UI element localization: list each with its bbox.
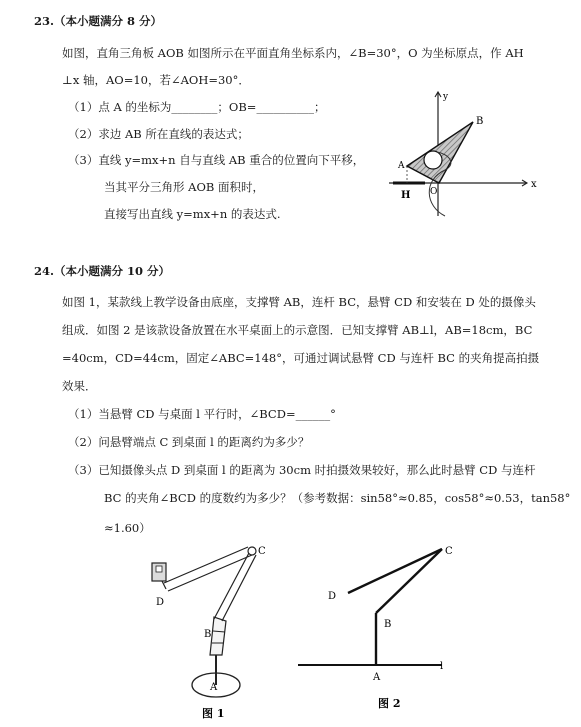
- label-o: O: [430, 187, 438, 197]
- q23-part3-line3: 直接写出直线 y=mx+n 的表达式.: [104, 207, 281, 221]
- fig1-caption: 图 1: [202, 707, 225, 720]
- q23-intro-line1: 如图，直角三角板 AOB 如图所示在平面直角坐标系内，∠B=30°，O 为坐标原点，作 AH: [62, 46, 524, 60]
- label-b: B: [476, 116, 484, 127]
- fig1-label-d: D: [156, 597, 165, 608]
- label-x: x: [531, 179, 537, 190]
- fig2-label-c: C: [445, 546, 453, 557]
- q24-header: 24.（本小题满分 10 分）: [34, 264, 171, 278]
- label-a: A: [398, 161, 405, 171]
- segment-cd: [348, 549, 442, 593]
- q23-part3-line1: （3）直线 y=mx+n 自与直线 AB 重合的位置向下平移，: [68, 153, 365, 167]
- q24-line1: 如图 1，某款线上教学设备由底座，支撑臂 AB，连杆 BC，悬臂 CD 和安装在 D 处的摄像头: [62, 295, 536, 309]
- q24-line2: 组成．如图 2 是该款设备放置在水平桌面上的示意图．已知支撑臂 AB⊥l，AB=18cm，BC: [62, 323, 533, 337]
- q23-part1: （1）点 A 的坐标为________；OB=__________；: [68, 100, 326, 114]
- segment-bc: [376, 549, 442, 613]
- q24-part2: （2）问悬臂端点 C 到桌面 l 的距离约为多少？: [68, 435, 310, 449]
- q24-part1: （1）当悬臂 CD 与桌面 l 平行时，∠BCD=______°: [68, 407, 336, 421]
- q24-part3-line1: （3）已知摄像头点 D 到桌面 l 的距离为 30cm 时拍摄效果较好，那么此时悬臂 CD 与连杆: [68, 463, 536, 477]
- q23-part3-line2: 当其平分三角形 AOB 面积时，: [104, 180, 264, 194]
- fig1-label-a: A: [210, 682, 218, 693]
- fig2-label-d: D: [328, 591, 337, 602]
- fig2-label-b: B: [384, 619, 392, 630]
- fig2-label-l: l: [440, 661, 444, 672]
- q24-line4: 效果．: [62, 379, 97, 393]
- q23-coordinate-figure: [385, 88, 545, 223]
- q23-header: 23.（本小题满分 8 分）: [34, 14, 163, 28]
- q23-part2: （2）求边 AB 所在直线的表达式；: [68, 127, 249, 141]
- q24-figure-1: [140, 535, 280, 725]
- q24-part3-line3: ≈1.60）: [104, 521, 151, 535]
- q24-figure-2: [290, 535, 460, 715]
- fig1-label-c: C: [258, 546, 266, 557]
- fig1-label-b: B: [204, 629, 212, 640]
- fig2-label-a: A: [373, 672, 381, 683]
- label-y: y: [443, 92, 449, 102]
- q24-line3: =40cm，CD=44cm，固定∠ABC=148°，可通过调试悬臂 CD 与连杆 BC 的夹角提高拍摄: [62, 351, 540, 365]
- fig2-caption: 图 2: [378, 697, 401, 710]
- q23-intro-line2: ⊥x 轴，AO=10，若∠AOH=30°．: [62, 73, 250, 87]
- q24-part3-line2: BC 的夹角∠BCD 的度数约为多少？（参考数据：sin58°≈0.85，cos58°≈0.53，tan58°: [104, 491, 571, 505]
- label-h: H: [401, 190, 411, 201]
